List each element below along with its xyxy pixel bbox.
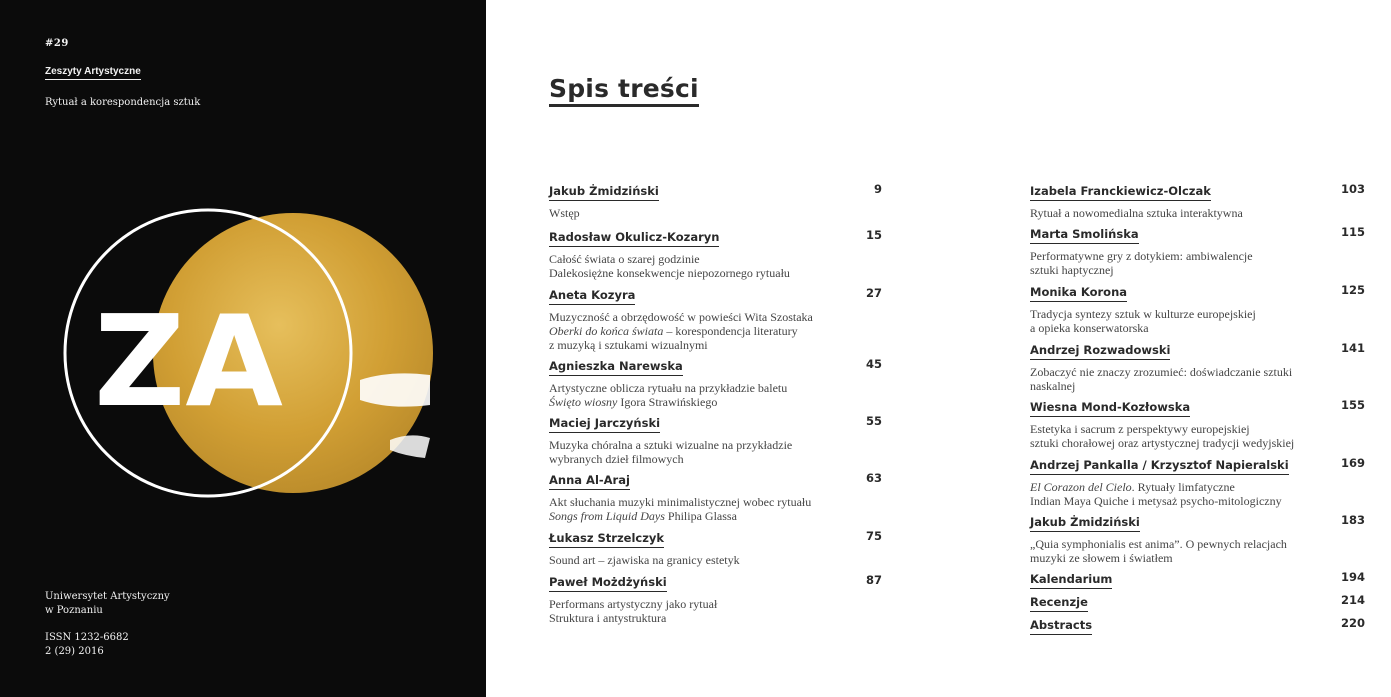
toc-entry[interactable] [549, 182, 882, 220]
publisher [45, 590, 170, 618]
toc-title-line: wybranych dzieł filmowych [549, 452, 684, 466]
toc-entry[interactable] [1030, 182, 1365, 220]
toc-entry[interactable] [1030, 225, 1365, 277]
toc-page-number: 194 [1340, 570, 1365, 584]
toc-title-line: Sound art – zjawiska na granicy estetyk [549, 553, 740, 567]
toc-page-number: 214 [1340, 593, 1365, 607]
toc-page-number: 169 [1340, 456, 1365, 470]
toc-author: Jakub Żmidziński [1030, 515, 1140, 532]
issn: ISSN 1232-6682 [45, 632, 129, 643]
toc-title-line: Zobaczyć nie znaczy zrozumieć: doświadczanie sztuki [1030, 365, 1293, 379]
toc-page-number: 183 [1340, 513, 1365, 527]
toc-author: Andrzej Pankalla / Krzysztof Napieralski [1030, 458, 1289, 475]
toc-page-number: 155 [1340, 398, 1365, 412]
toc-author: Łukasz Strzelczyk [549, 531, 664, 548]
toc-entry[interactable] [549, 471, 882, 523]
toc-author: Andrzej Rozwadowski [1030, 343, 1170, 360]
toc-author: Izabela Franckiewicz-Olczak [1030, 184, 1211, 201]
toc-article-title [1030, 249, 1365, 277]
toc-article-title [549, 206, 882, 220]
toc-title-line: Estetyka i sacrum z perspektywy europejskiej [1030, 422, 1250, 436]
toc-title-line: sztuki haptycznej [1030, 263, 1114, 277]
toc-entry[interactable] [1030, 616, 1365, 635]
toc-title-line: a opieka konserwatorska [1030, 321, 1149, 335]
toc-article-title [549, 310, 882, 352]
toc-title-line: Songs from Liquid Days Philipa Glassa [549, 509, 737, 523]
journal-title: Zeszyty Artystyczne [45, 66, 141, 80]
toc-title-line: Dalekosiężne konsekwencje niepozornego rytuału [549, 266, 790, 280]
toc-title-line: sztuki chorałowej oraz artystycznej tradycji wedyjskiej [1030, 436, 1295, 450]
toc-article-title [549, 597, 882, 625]
toc-title-line: z muzyką i sztukami wizualnymi [549, 338, 708, 352]
toc-entry[interactable] [549, 228, 882, 280]
toc-author: Wiesna Mond-Kozłowska [1030, 400, 1190, 417]
toc-title-line: muzyki ze słowem i światłem [1030, 551, 1173, 565]
toc-entry[interactable] [1030, 570, 1365, 589]
toc-entry[interactable] [1030, 456, 1365, 508]
toc-article-title [1030, 206, 1365, 220]
toc-title-line: Struktura i antystruktura [549, 611, 667, 625]
toc-author: Recenzje [1030, 595, 1088, 612]
toc-entry[interactable] [549, 286, 882, 352]
toc-title-line: El Corazon del Cielo. Rytuały limfatyczne [1030, 480, 1235, 494]
toc-title-line: Tradycja syntezy sztuk w kulturze europejskiej [1030, 307, 1256, 321]
toc-article-title [1030, 537, 1365, 565]
toc-page-number: 15 [865, 228, 882, 242]
toc-page-number: 220 [1340, 616, 1365, 630]
toc-entry[interactable] [549, 414, 882, 466]
toc-page-number: 141 [1340, 341, 1365, 355]
toc-article-title [1030, 480, 1365, 508]
toc-page-number: 125 [1340, 283, 1365, 297]
toc-title-line: Akt słuchania muzyki minimalistycznej wobec rytuału [549, 495, 812, 509]
cover-logo-text: ZA [94, 288, 283, 435]
toc-entry[interactable] [1030, 398, 1365, 450]
toc-page-number: 115 [1340, 225, 1365, 239]
toc-author: Jakub Żmidziński [549, 184, 659, 201]
publisher-line-2: w Poznaniu [45, 605, 103, 616]
toc-entry[interactable] [549, 573, 882, 625]
issue-number: #29 [45, 38, 69, 49]
toc-title-line: Performatywne gry z dotykiem: ambiwalencje [1030, 249, 1253, 263]
toc-page-number: 63 [865, 471, 882, 485]
toc-entry[interactable] [549, 529, 882, 567]
cover-texture-white [360, 373, 430, 406]
toc-page-number: 45 [865, 357, 882, 371]
toc-title-line: naskalnej [1030, 379, 1076, 393]
toc-entry[interactable] [1030, 283, 1365, 335]
toc-page-number: 9 [873, 182, 882, 196]
toc-page-number: 75 [865, 529, 882, 543]
toc-entry[interactable] [1030, 513, 1365, 565]
issue-number-year: 2 (29) 2016 [45, 646, 104, 657]
toc-author: Anna Al-Araj [549, 473, 630, 490]
toc-article-title [1030, 422, 1365, 450]
toc-article-title [549, 252, 882, 280]
toc-title-line: Muzyka chóralna a sztuki wizualne na przykładzie [549, 438, 793, 452]
toc-page-number: 55 [865, 414, 882, 428]
toc-author: Abstracts [1030, 618, 1092, 635]
toc-article-title [1030, 365, 1365, 393]
toc-page-number: 27 [865, 286, 882, 300]
toc-author: Maciej Jarczyński [549, 416, 660, 433]
publisher-line-1: Uniwersytet Artystyczny [45, 591, 170, 602]
toc-page-number: 87 [865, 573, 882, 587]
toc-article-title [1030, 307, 1365, 335]
issn-block [45, 631, 129, 659]
toc-title-line: Artystyczne oblicza rytuału na przykładzie baletu [549, 381, 788, 395]
cover-panel [0, 0, 486, 697]
issue-subtitle: Rytuał a korespondencja sztuk [45, 97, 201, 108]
toc-title-line: Święto wiosny Igora Strawińskiego [549, 395, 718, 409]
toc-author: Kalendarium [1030, 572, 1112, 589]
toc-article-title [549, 495, 882, 523]
toc-title-line: Muzyczność a obrzędowość w powieści Wita Szostaka [549, 310, 813, 324]
toc-entry[interactable] [1030, 593, 1365, 612]
toc-title-line: Performans artystyczny jako rytuał [549, 597, 718, 611]
toc-entry[interactable] [549, 357, 882, 409]
toc-author: Paweł Możdżyński [549, 575, 667, 592]
toc-page-number: 103 [1340, 182, 1365, 196]
toc-title-line: Rytuał a nowomedialna sztuka interaktywna [1030, 206, 1243, 220]
toc-article-title [549, 381, 882, 409]
toc-title-line: Oberki do końca świata – korespondencja literatury [549, 324, 798, 338]
toc-author: Aneta Kozyra [549, 288, 635, 305]
toc-author: Radosław Okulicz-Kozaryn [549, 230, 719, 247]
toc-title-line: Całość świata o szarej godzinie [549, 252, 700, 266]
cover-texture-white-2 [390, 435, 430, 458]
toc-title-line: „Quia symphonialis est anima”. O pewnych relacjach [1030, 537, 1287, 551]
toc-article-title [549, 438, 882, 466]
toc-title-line: Indian Maya Quiche i metysaż psycho-mitologiczny [1030, 494, 1282, 508]
toc-title-line: Wstęp [549, 206, 580, 220]
toc-heading: Spis treści [549, 74, 699, 107]
toc-author: Monika Korona [1030, 285, 1127, 302]
toc-article-title [549, 553, 882, 567]
toc-author: Agnieszka Narewska [549, 359, 683, 376]
toc-author: Marta Smolińska [1030, 227, 1139, 244]
toc-entry[interactable] [1030, 341, 1365, 393]
